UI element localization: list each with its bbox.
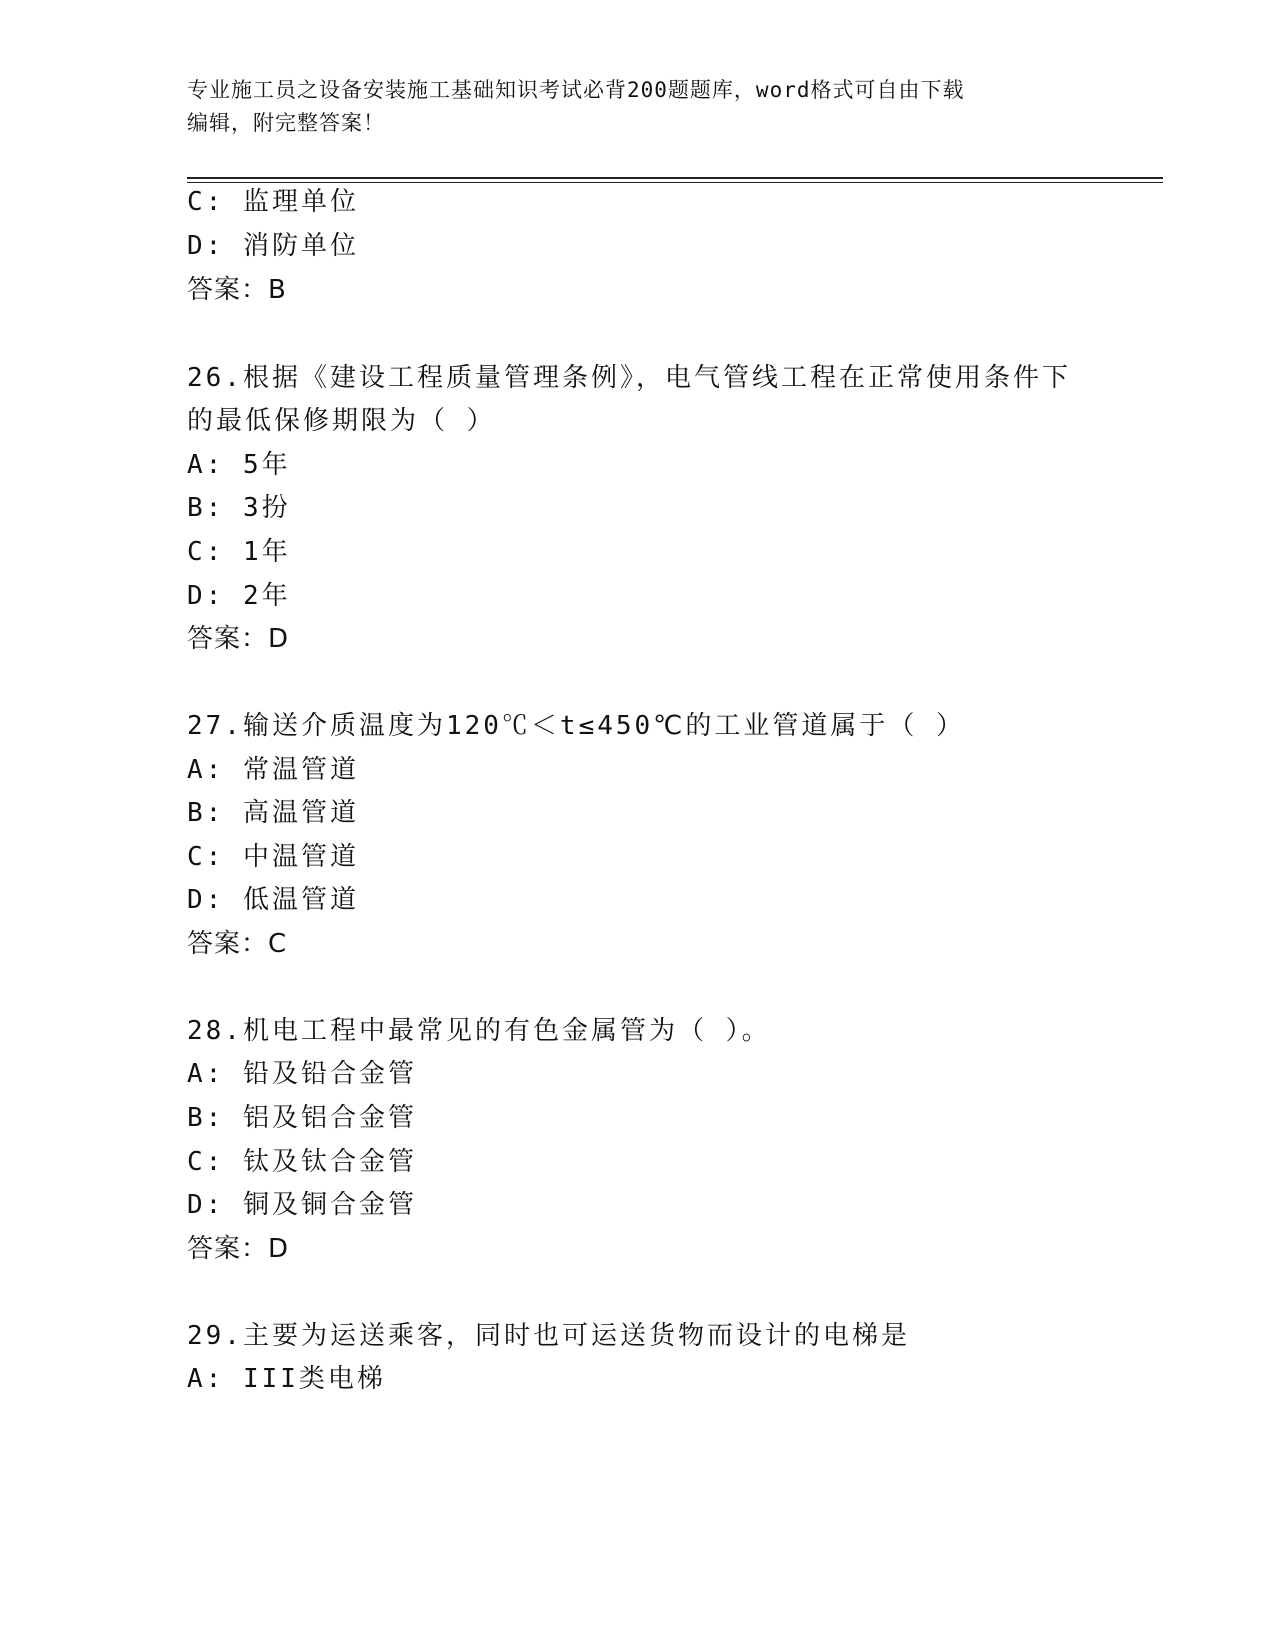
header-title-line-2: 编辑，附完整答案！ (187, 111, 385, 135)
document-header (187, 74, 1087, 140)
option-d: D: 铜及铜合金管 (187, 1190, 417, 1220)
option-d: D: 低温管道 (187, 885, 359, 915)
option-a: A: 铅及铅合金管 (187, 1059, 417, 1089)
option-a: A: 5年 (187, 450, 291, 480)
option-d: D: 2年 (187, 581, 291, 611)
answer-line: 答案：C (187, 929, 288, 959)
option-d: D: 消防单位 (187, 231, 359, 261)
option-c: C: 钛及钛合金管 (187, 1147, 417, 1177)
question-26-stem: 26.根据《建设工程质量管理条例》，电气管线工程在正常使用条件下 (187, 363, 1071, 393)
question-26-stem-cont: 的最低保修期限为（ ） (187, 406, 496, 436)
header-divider-thick (187, 177, 1163, 179)
option-a: A: 常温管道 (187, 755, 359, 785)
answer-line: 答案：D (187, 624, 290, 654)
question-29-stem: 29.主要为运送乘客，同时也可运送货物而设计的电梯是 (187, 1321, 910, 1351)
question-27-stem: 27.输送介质温度为120℃＜t≤450℃的工业管道属于（ ） (187, 711, 966, 741)
option-b: B: 3扮 (187, 493, 291, 523)
answer-line: 答案：B (187, 275, 287, 305)
header-divider-thin (187, 182, 1163, 183)
answer-line: 答案：D (187, 1234, 290, 1264)
option-b: B: 高温管道 (187, 798, 359, 828)
option-b: B: 铝及铝合金管 (187, 1103, 417, 1133)
option-c: C: 中温管道 (187, 842, 359, 872)
option-c: C: 监理单位 (187, 187, 359, 217)
option-a: A: III类电梯 (187, 1364, 386, 1394)
header-title-line-1: 专业施工员之设备安装施工基础知识考试必背200题题库，word格式可自由下载 (187, 78, 965, 102)
question-28-stem: 28.机电工程中最常见的有色金属管为（ ）。 (187, 1016, 771, 1046)
option-c: C: 1年 (187, 537, 291, 567)
